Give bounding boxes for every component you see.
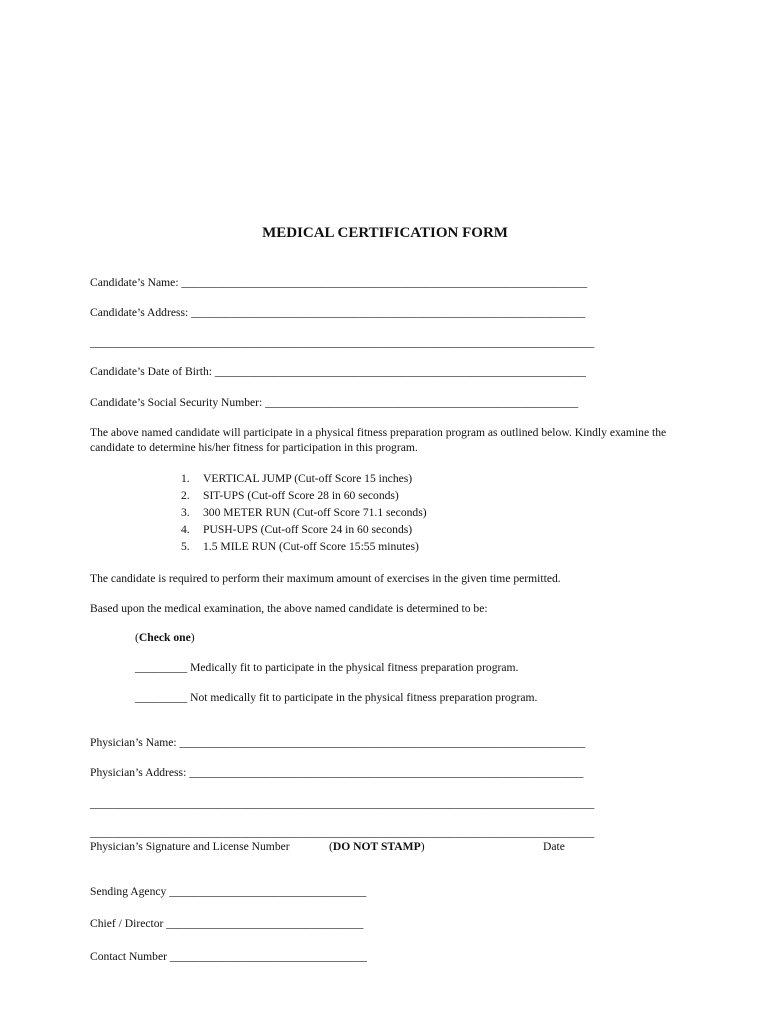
exercise-number: 5. — [181, 540, 190, 553]
stamp-bold: DO NOT STAMP — [332, 840, 421, 853]
physician-name-field[interactable]: Physician’s Name: ______________________________________________________________________ — [90, 736, 586, 749]
exercise-item — [181, 540, 419, 554]
exercise-item — [181, 472, 412, 486]
stamp-close: ) — [420, 840, 425, 853]
candidate-address-field[interactable]: Candidate’s Address: ____________________________________________________________________ — [90, 306, 586, 319]
physician-address-field[interactable]: Physician’s Address: ____________________________________________________________________ — [90, 766, 584, 779]
determination-text: Based upon the medical examination, the above named candidate is determined to be: — [90, 602, 488, 615]
exercise-item — [181, 489, 399, 503]
candidate-ssn-field[interactable]: Candidate’s Social Security Number: ______________________________________________________ — [90, 396, 579, 409]
sending-agency-field[interactable]: Sending Agency __________________________________ — [90, 885, 367, 898]
form-title: MEDICAL CERTIFICATION FORM — [262, 225, 508, 241]
requirement-text: The candidate is required to perform their maximum amount of exercises in the given time permitted. — [90, 572, 561, 585]
exercise-text: 1.5 MILE RUN (Cut-off Score 15:55 minutes) — [203, 540, 419, 553]
candidate-address-line2[interactable]: _______________________________________________________________________________________ — [90, 336, 595, 349]
stamp-open: ( — [329, 840, 333, 853]
candidate-name-field[interactable]: Candidate’s Name: ______________________________________________________________________ — [90, 276, 588, 289]
intro-paragraph: The above named candidate will participate in a physical fitness preparation program as outlined below. Kindly examine the candidate to determine his/her fitness for participation in this program. — [90, 426, 667, 454]
candidate-dob-field[interactable]: Candidate’s Date of Birth: ________________________________________________________________ — [90, 365, 586, 378]
exercise-text: 300 METER RUN (Cut-off Score 71.1 seconds) — [203, 506, 427, 519]
option-not-fit[interactable]: _________ Not medically fit to participate in the physical fitness preparation program. — [135, 691, 538, 704]
physician-address-line2[interactable]: _______________________________________________________________________________________ — [90, 797, 595, 810]
signature-line[interactable]: _______________________________________________________________________________________ — [90, 826, 595, 839]
option-fit[interactable]: _________ Medically fit to participate in the physical fitness preparation program. — [135, 661, 519, 674]
check-one-bold: Check one — [138, 631, 191, 644]
exercise-item — [181, 506, 427, 520]
exercise-number: 1. — [181, 472, 190, 485]
exercise-number: 2. — [181, 489, 190, 502]
exercise-text: VERTICAL JUMP (Cut-off Score 15 inches) — [203, 472, 413, 485]
exercise-item — [181, 523, 412, 537]
exercise-number: 3. — [181, 506, 190, 519]
contact-number-field[interactable]: Contact Number __________________________________ — [90, 950, 367, 963]
stamp-notice — [329, 840, 425, 854]
signature-label: Physician’s Signature and License Number — [90, 840, 290, 853]
chief-director-field[interactable]: Chief / Director __________________________________ — [90, 917, 364, 930]
exercise-text: SIT-UPS (Cut-off Score 28 in 60 seconds) — [203, 489, 399, 502]
exercise-text: PUSH-UPS (Cut-off Score 24 in 60 seconds) — [203, 523, 413, 536]
check-one-open: ( — [135, 631, 139, 644]
check-one-close: ) — [190, 631, 195, 644]
check-one-label — [135, 631, 195, 645]
exercise-number: 4. — [181, 523, 190, 536]
date-label: Date — [543, 840, 565, 853]
